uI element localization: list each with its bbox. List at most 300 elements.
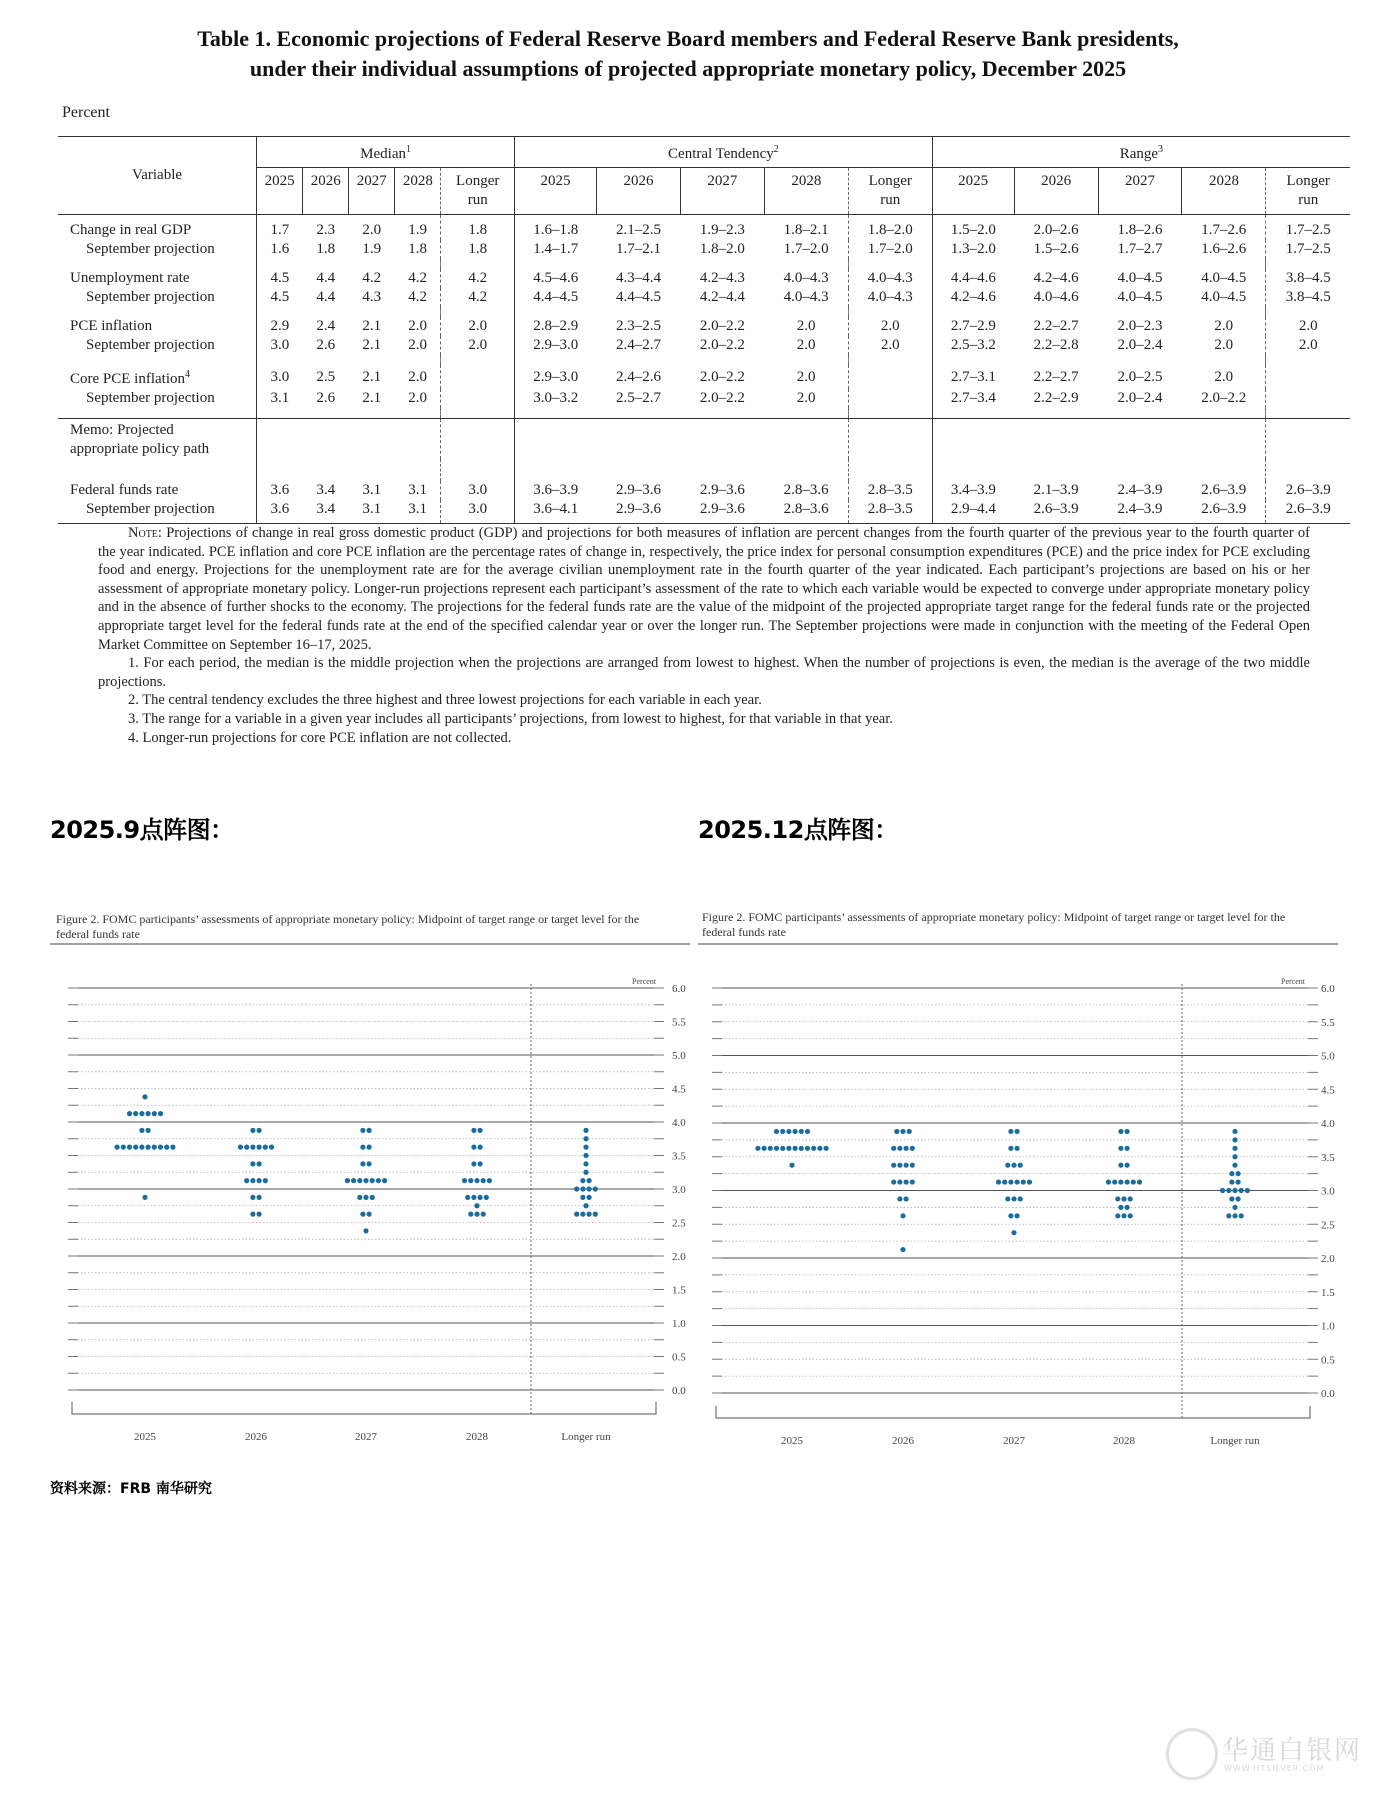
table-cell: 3.0–3.2 bbox=[515, 389, 597, 408]
variable-label: September projection bbox=[86, 241, 215, 257]
participant-dot bbox=[257, 1128, 262, 1133]
row-spacer bbox=[58, 355, 1350, 365]
table-cell: 2.9–3.6 bbox=[680, 500, 764, 524]
participant-dot bbox=[1118, 1129, 1123, 1134]
table-cell: 4.4 bbox=[316, 270, 336, 286]
participant-dot bbox=[127, 1111, 132, 1116]
participant-dot bbox=[1232, 1163, 1237, 1168]
y-tick-label: 3.5 bbox=[672, 1150, 686, 1163]
participant-dot bbox=[1015, 1179, 1020, 1184]
y-tick-label: 1.0 bbox=[672, 1318, 686, 1330]
participant-dot bbox=[250, 1212, 255, 1217]
participant-dot bbox=[891, 1163, 896, 1168]
x-tick-label: 2028 bbox=[1113, 1435, 1135, 1447]
year-header: 2025 bbox=[515, 168, 597, 215]
participant-dot bbox=[142, 1195, 147, 1200]
year-header: 2028 bbox=[764, 168, 848, 215]
participant-dot bbox=[133, 1111, 138, 1116]
table-cell: 4.2 bbox=[408, 289, 427, 305]
participant-dot bbox=[487, 1178, 492, 1183]
table-cell: 2.2–2.7 bbox=[1033, 318, 1079, 334]
year-header: 2027 bbox=[349, 168, 395, 215]
participant-dot bbox=[367, 1161, 372, 1166]
participant-dot bbox=[897, 1146, 902, 1151]
participant-dot bbox=[1236, 1171, 1241, 1176]
variable-label: September projection bbox=[86, 390, 215, 406]
participant-dot bbox=[910, 1146, 915, 1151]
participant-dot bbox=[257, 1195, 262, 1200]
table-cell: 2.3–2.5 bbox=[615, 318, 661, 334]
participant-dot bbox=[139, 1145, 144, 1150]
participant-dot bbox=[1232, 1137, 1237, 1142]
participant-dot bbox=[244, 1178, 249, 1183]
y-tick-label: 1.5 bbox=[672, 1284, 686, 1297]
year-header: 2027 bbox=[1098, 168, 1182, 215]
participant-dot bbox=[1236, 1196, 1241, 1201]
table-cell: 1.9–2.3 bbox=[699, 222, 745, 238]
table-cell: 3.1 bbox=[362, 482, 382, 498]
participant-dot bbox=[462, 1178, 467, 1183]
table-cell: 4.2–4.6 bbox=[1033, 270, 1079, 286]
participant-dot bbox=[360, 1128, 365, 1133]
participant-dot bbox=[900, 1213, 905, 1218]
table-cell bbox=[441, 389, 515, 408]
table-cell: 2.1–2.5 bbox=[615, 222, 661, 238]
y-tick-label: 6.0 bbox=[672, 983, 686, 995]
year-header: 2025 bbox=[932, 168, 1014, 215]
table-cell: 2.0–2.2 bbox=[699, 368, 745, 385]
dot-plot-svg bbox=[698, 908, 1338, 1458]
watermark-small-text: WWW.HTSILVER.COM bbox=[1224, 1764, 1325, 1773]
participant-dot bbox=[146, 1128, 151, 1133]
participant-dot bbox=[817, 1146, 822, 1151]
participant-dot bbox=[1229, 1171, 1234, 1176]
table-cell: 3.0 bbox=[257, 365, 303, 389]
participant-dot bbox=[799, 1129, 804, 1134]
table-cell bbox=[1266, 365, 1350, 389]
table-cell: 4.2 bbox=[362, 270, 382, 286]
x-tick-label: 2026 bbox=[892, 1435, 914, 1447]
participant-dot bbox=[904, 1196, 909, 1201]
table-cell: 2.0 bbox=[408, 390, 427, 406]
participant-dot bbox=[587, 1195, 592, 1200]
participant-dot bbox=[580, 1186, 585, 1191]
variable-label: Unemployment rate bbox=[70, 270, 190, 286]
table-cell: 3.4 bbox=[303, 500, 349, 524]
participant-dot bbox=[146, 1111, 151, 1116]
table-cell: 2.1 bbox=[362, 390, 382, 406]
participant-dot bbox=[1137, 1179, 1142, 1184]
source-note: 资料来源：FRB 南华研究 bbox=[50, 1481, 212, 1497]
participant-dot bbox=[1232, 1154, 1237, 1159]
participant-dot bbox=[1121, 1213, 1126, 1218]
participant-dot bbox=[811, 1146, 816, 1151]
table-cell: 2.9–3.6 bbox=[596, 500, 680, 524]
y-tick-label: 0.5 bbox=[1321, 1354, 1335, 1367]
table-row bbox=[58, 317, 1350, 336]
y-tick-label: 0.5 bbox=[672, 1351, 686, 1364]
participant-dot bbox=[1229, 1196, 1234, 1201]
table-cell: 4.4 bbox=[316, 289, 336, 305]
participant-dot bbox=[1008, 1179, 1013, 1184]
participant-dot bbox=[360, 1145, 365, 1150]
table-cell: 1.8–2.6 bbox=[1117, 222, 1163, 238]
table-cell: 2.8–3.6 bbox=[783, 482, 829, 498]
table-cell: 2.3 bbox=[316, 222, 336, 238]
participant-dot bbox=[574, 1212, 579, 1217]
y-tick-label: 3.0 bbox=[672, 1184, 686, 1196]
x-tick-label: 2027 bbox=[355, 1431, 377, 1443]
participant-dot bbox=[478, 1145, 483, 1150]
table-cell: 2.0–2.6 bbox=[1033, 222, 1079, 238]
table-cell: 2.2–2.7 bbox=[1033, 368, 1079, 385]
participant-dot bbox=[587, 1186, 592, 1191]
participant-dot bbox=[115, 1145, 120, 1150]
participant-dot bbox=[1018, 1163, 1023, 1168]
participant-dot bbox=[250, 1128, 255, 1133]
participant-dot bbox=[363, 1228, 368, 1233]
table-cell: 2.0 bbox=[848, 336, 932, 355]
table-notes bbox=[98, 524, 1310, 747]
participant-dot bbox=[1232, 1213, 1237, 1218]
table-cell: 2.0 bbox=[408, 368, 427, 385]
table-cell: 2.6–3.9 bbox=[1182, 500, 1266, 524]
table-title-line1: Table 1. Economic projections of Federal Reserve Board members and Federal Reserve Bank presidents, bbox=[197, 26, 1179, 51]
x-tick-label: 2026 bbox=[245, 1431, 267, 1443]
participant-dot bbox=[1232, 1188, 1237, 1193]
participant-dot bbox=[465, 1195, 470, 1200]
variable-label: Change in real GDP bbox=[70, 222, 192, 238]
median-group-header: Median$^1$ bbox=[257, 137, 515, 168]
table-cell: 4.4–4.5 bbox=[515, 288, 597, 307]
participant-dot bbox=[370, 1195, 375, 1200]
participant-dot bbox=[357, 1195, 362, 1200]
table-cell: 2.8–3.5 bbox=[848, 500, 932, 524]
table-cell: 1.6–1.8 bbox=[515, 215, 597, 241]
table-cell: 2.0 bbox=[796, 318, 816, 334]
table-cell: 2.2–2.9 bbox=[1033, 390, 1079, 406]
participant-dot bbox=[580, 1195, 585, 1200]
table-cell: 4.0–4.3 bbox=[783, 289, 829, 305]
table-cell: 3.1 bbox=[395, 500, 441, 524]
table-cell: 2.2–2.8 bbox=[1033, 337, 1079, 353]
participant-dot bbox=[907, 1129, 912, 1134]
table-cell: 2.4–2.7 bbox=[615, 337, 661, 353]
figure-caption: Figure 2. FOMC participants’ assessments of appropriate monetary policy: Midpoint of target range or target level for the federal funds rate bbox=[702, 910, 1286, 939]
table-row bbox=[58, 365, 1350, 389]
table-cell: 2.8–3.5 bbox=[848, 481, 932, 500]
variable-label: PCE inflation bbox=[70, 318, 153, 334]
table-cell: 3.6–4.1 bbox=[515, 500, 597, 524]
table-cell: 4.0–4.3 bbox=[848, 269, 932, 288]
participant-dot bbox=[1239, 1188, 1244, 1193]
participant-dot bbox=[152, 1145, 157, 1150]
table-cell: 2.6–3.9 bbox=[1266, 500, 1350, 524]
table-cell: 1.5–2.0 bbox=[932, 215, 1014, 241]
table-cell: 1.7 bbox=[257, 215, 303, 241]
projections-table bbox=[58, 136, 1350, 524]
table-cell: 1.7–2.0 bbox=[783, 241, 829, 257]
table-cell: 3.4–3.9 bbox=[932, 481, 1014, 500]
participant-dot bbox=[263, 1145, 268, 1150]
participant-dot bbox=[484, 1195, 489, 1200]
table-cell: 3.0 bbox=[441, 500, 515, 524]
participant-dot bbox=[269, 1145, 274, 1150]
x-tick-label: 2028 bbox=[466, 1431, 488, 1443]
y-tick-label: 2.0 bbox=[672, 1251, 686, 1263]
participant-dot bbox=[1106, 1179, 1111, 1184]
table-cell: 4.0–4.3 bbox=[848, 288, 932, 307]
table-cell: 1.8–2.0 bbox=[848, 215, 932, 241]
table-cell: 4.2–4.6 bbox=[932, 288, 1014, 307]
right-section-title: 2025.12点阵图： bbox=[698, 816, 898, 844]
table-cell: 2.0–2.4 bbox=[1117, 390, 1163, 406]
y-unit-label: Percent bbox=[1281, 977, 1305, 986]
participant-dot bbox=[768, 1146, 773, 1151]
participant-dot bbox=[793, 1146, 798, 1151]
participant-dot bbox=[1125, 1163, 1130, 1168]
participant-dot bbox=[478, 1161, 483, 1166]
table-title-line2: under their individual assumptions of projected appropriate monetary policy, December 2025 bbox=[249, 56, 1127, 81]
table-cell bbox=[848, 365, 932, 389]
dot-plot-september bbox=[50, 908, 690, 1458]
y-tick-label: 0.0 bbox=[1321, 1388, 1335, 1400]
participant-dot bbox=[121, 1145, 126, 1150]
participant-dot bbox=[891, 1179, 896, 1184]
table-cell: 2.0–2.2 bbox=[699, 318, 745, 334]
participant-dot bbox=[574, 1186, 579, 1191]
figure-caption: Figure 2. FOMC participants’ assessments of appropriate monetary policy: Midpoint of target range or target level for the federal funds rate bbox=[56, 912, 640, 941]
table-cell: 2.1 bbox=[362, 318, 382, 334]
table-cell: 1.7–2.0 bbox=[848, 240, 932, 259]
participant-dot bbox=[587, 1178, 592, 1183]
table-cell: 4.5 bbox=[257, 269, 303, 288]
table-cell: 2.6–3.9 bbox=[1201, 482, 1247, 498]
participant-dot bbox=[910, 1163, 915, 1168]
table-cell: 3.6 bbox=[257, 481, 303, 500]
variable-label: Core PCE inflation$^4$ bbox=[70, 369, 190, 387]
participant-dot bbox=[357, 1178, 362, 1183]
variable-label: September projection bbox=[86, 337, 215, 353]
participant-dot bbox=[996, 1179, 1001, 1184]
table-cell: 4.5 bbox=[257, 288, 303, 307]
participant-dot bbox=[805, 1129, 810, 1134]
participant-dot bbox=[376, 1178, 381, 1183]
table-cell: 4.0–4.5 bbox=[1201, 270, 1247, 286]
participant-dot bbox=[363, 1195, 368, 1200]
table-row bbox=[58, 240, 1350, 259]
table-cell: 2.7–3.1 bbox=[932, 365, 1014, 389]
participant-dot bbox=[1128, 1196, 1133, 1201]
table-cell: 1.9 bbox=[408, 222, 427, 238]
participant-dot bbox=[1005, 1163, 1010, 1168]
x-tick-label: Longer run bbox=[561, 1431, 611, 1443]
table-cell: 2.0 bbox=[1266, 317, 1350, 336]
table-cell: 2.0–2.2 bbox=[1201, 390, 1247, 406]
participant-dot bbox=[583, 1170, 588, 1175]
year-header: 2027 bbox=[680, 168, 764, 215]
table-cell: 2.0 bbox=[408, 337, 427, 353]
y-tick-label: 3.0 bbox=[1321, 1185, 1335, 1198]
table-title bbox=[40, 24, 1336, 84]
table-cell: 2.0 bbox=[1214, 368, 1234, 385]
dot-plot-december bbox=[698, 908, 1338, 1458]
y-tick-label: 0.0 bbox=[672, 1385, 686, 1397]
watermark-text: 华通白银网 bbox=[1222, 1736, 1363, 1766]
table-cell: 3.0 bbox=[257, 336, 303, 355]
participant-dot bbox=[1125, 1129, 1130, 1134]
table-cell: 1.7–2.1 bbox=[615, 241, 661, 257]
participant-dot bbox=[587, 1212, 592, 1217]
participant-dot bbox=[1121, 1196, 1126, 1201]
table-row bbox=[58, 481, 1350, 500]
table-cell: 4.0–4.5 bbox=[1117, 270, 1163, 286]
participant-dot bbox=[1220, 1188, 1225, 1193]
participant-dot bbox=[238, 1145, 243, 1150]
participant-dot bbox=[1008, 1146, 1013, 1151]
table-cell: 2.0 bbox=[362, 222, 382, 238]
row-spacer bbox=[58, 307, 1350, 317]
table-cell bbox=[848, 389, 932, 408]
table-cell: 2.6 bbox=[316, 390, 336, 406]
participant-dot bbox=[250, 1195, 255, 1200]
participant-dot bbox=[897, 1179, 902, 1184]
table-cell: 2.4–3.9 bbox=[1098, 500, 1182, 524]
table-cell: 2.0 bbox=[1214, 318, 1234, 334]
memo-label: Memo: Projected appropriate policy path bbox=[58, 419, 257, 460]
table-cell: 4.0–4.6 bbox=[1033, 289, 1079, 305]
table-cell: 3.1 bbox=[349, 500, 395, 524]
participant-dot bbox=[1015, 1146, 1020, 1151]
participant-dot bbox=[1008, 1129, 1013, 1134]
range-group-header: Range$^3$ bbox=[932, 137, 1350, 168]
table-cell: 2.0–2.5 bbox=[1117, 368, 1163, 385]
table-unit-label: Percent bbox=[62, 104, 110, 121]
participant-dot bbox=[474, 1203, 479, 1208]
participant-dot bbox=[471, 1128, 476, 1133]
table-cell: 1.9 bbox=[362, 241, 382, 257]
table-cell: 1.7–2.6 bbox=[1201, 222, 1247, 238]
x-tick-label: Longer run bbox=[1210, 1435, 1260, 1447]
table-cell: 2.9–4.4 bbox=[932, 500, 1014, 524]
table-cell: 1.8 bbox=[316, 241, 336, 257]
participant-dot bbox=[474, 1178, 479, 1183]
year-header: 2026 bbox=[1014, 168, 1098, 215]
table-cell: 2.9–3.6 bbox=[615, 482, 661, 498]
table-cell: 4.4–4.6 bbox=[932, 269, 1014, 288]
footnote-4: 4. Longer-run projections for core PCE inflation are not collected. bbox=[128, 729, 512, 746]
table-cell: 1.4–1.7 bbox=[515, 240, 597, 259]
participant-dot bbox=[382, 1178, 387, 1183]
participant-dot bbox=[468, 1178, 473, 1183]
table-cell: 4.0–4.3 bbox=[783, 270, 829, 286]
table-row bbox=[58, 288, 1350, 307]
participant-dot bbox=[1118, 1163, 1123, 1168]
x-axis-bracket bbox=[72, 1402, 656, 1414]
participant-dot bbox=[1008, 1213, 1013, 1218]
participant-dot bbox=[478, 1195, 483, 1200]
table-cell: 3.0 bbox=[441, 481, 515, 500]
participant-dot bbox=[1245, 1188, 1250, 1193]
table-row bbox=[58, 500, 1350, 524]
variable-label: September projection bbox=[58, 500, 257, 524]
participant-dot bbox=[780, 1146, 785, 1151]
participant-dot bbox=[1112, 1179, 1117, 1184]
participant-dot bbox=[370, 1178, 375, 1183]
table-cell: 3.6 bbox=[257, 500, 303, 524]
participant-dot bbox=[1236, 1179, 1241, 1184]
table-cell: 4.5–4.6 bbox=[515, 269, 597, 288]
participant-dot bbox=[580, 1178, 585, 1183]
participant-dot bbox=[900, 1129, 905, 1134]
row-spacer bbox=[58, 408, 1350, 419]
y-unit-label: Percent bbox=[632, 977, 656, 986]
participant-dot bbox=[257, 1178, 262, 1183]
participant-dot bbox=[250, 1145, 255, 1150]
participant-dot bbox=[755, 1146, 760, 1151]
y-tick-label: 1.0 bbox=[1321, 1320, 1335, 1333]
participant-dot bbox=[1232, 1205, 1237, 1210]
table-cell: 2.5–2.7 bbox=[615, 390, 661, 406]
participant-dot bbox=[471, 1195, 476, 1200]
participant-dot bbox=[897, 1196, 902, 1201]
participant-dot bbox=[1011, 1196, 1016, 1201]
longer-run-header: Longer run bbox=[441, 168, 515, 215]
table-cell: 1.8 bbox=[441, 215, 515, 241]
participant-dot bbox=[1115, 1196, 1120, 1201]
variable-label: September projection bbox=[86, 289, 215, 305]
table-cell: 2.9–3.6 bbox=[699, 482, 745, 498]
participant-dot bbox=[1118, 1146, 1123, 1151]
table-cell: 1.5–2.6 bbox=[1033, 241, 1079, 257]
participant-dot bbox=[244, 1145, 249, 1150]
participant-dot bbox=[1002, 1179, 1007, 1184]
row-spacer bbox=[58, 259, 1350, 269]
table-cell: 2.9–3.0 bbox=[515, 365, 597, 389]
table-cell: 4.3–4.4 bbox=[615, 270, 661, 286]
participant-dot bbox=[351, 1178, 356, 1183]
participant-dot bbox=[367, 1128, 372, 1133]
y-tick-label: 2.5 bbox=[1321, 1219, 1335, 1232]
table-cell bbox=[441, 365, 515, 389]
table-cell: 2.7–2.9 bbox=[932, 317, 1014, 336]
participant-dot bbox=[139, 1128, 144, 1133]
participant-dot bbox=[250, 1161, 255, 1166]
table-cell: 1.8 bbox=[441, 240, 515, 259]
table-cell: 2.1–3.9 bbox=[1033, 482, 1079, 498]
table-cell: 2.0 bbox=[848, 317, 932, 336]
table-cell: 2.4–3.9 bbox=[1117, 482, 1163, 498]
y-tick-label: 5.0 bbox=[672, 1050, 686, 1062]
participant-dot bbox=[360, 1212, 365, 1217]
left-section-title: 2025.9点阵图： bbox=[50, 816, 234, 844]
participant-dot bbox=[1118, 1179, 1123, 1184]
table-cell: 1.7–2.7 bbox=[1117, 241, 1163, 257]
table-cell: 3.8–4.5 bbox=[1266, 288, 1350, 307]
table-row bbox=[58, 336, 1350, 355]
table-cell: 4.2 bbox=[441, 269, 515, 288]
participant-dot bbox=[904, 1163, 909, 1168]
participant-dot bbox=[891, 1146, 896, 1151]
participant-dot bbox=[142, 1094, 147, 1099]
participant-dot bbox=[900, 1247, 905, 1252]
participant-dot bbox=[1226, 1213, 1231, 1218]
participant-dot bbox=[1239, 1213, 1244, 1218]
table-row bbox=[58, 269, 1350, 288]
year-header: 2026 bbox=[596, 168, 680, 215]
table-cell: 4.0–4.5 bbox=[1117, 289, 1163, 305]
participant-dot bbox=[593, 1212, 598, 1217]
